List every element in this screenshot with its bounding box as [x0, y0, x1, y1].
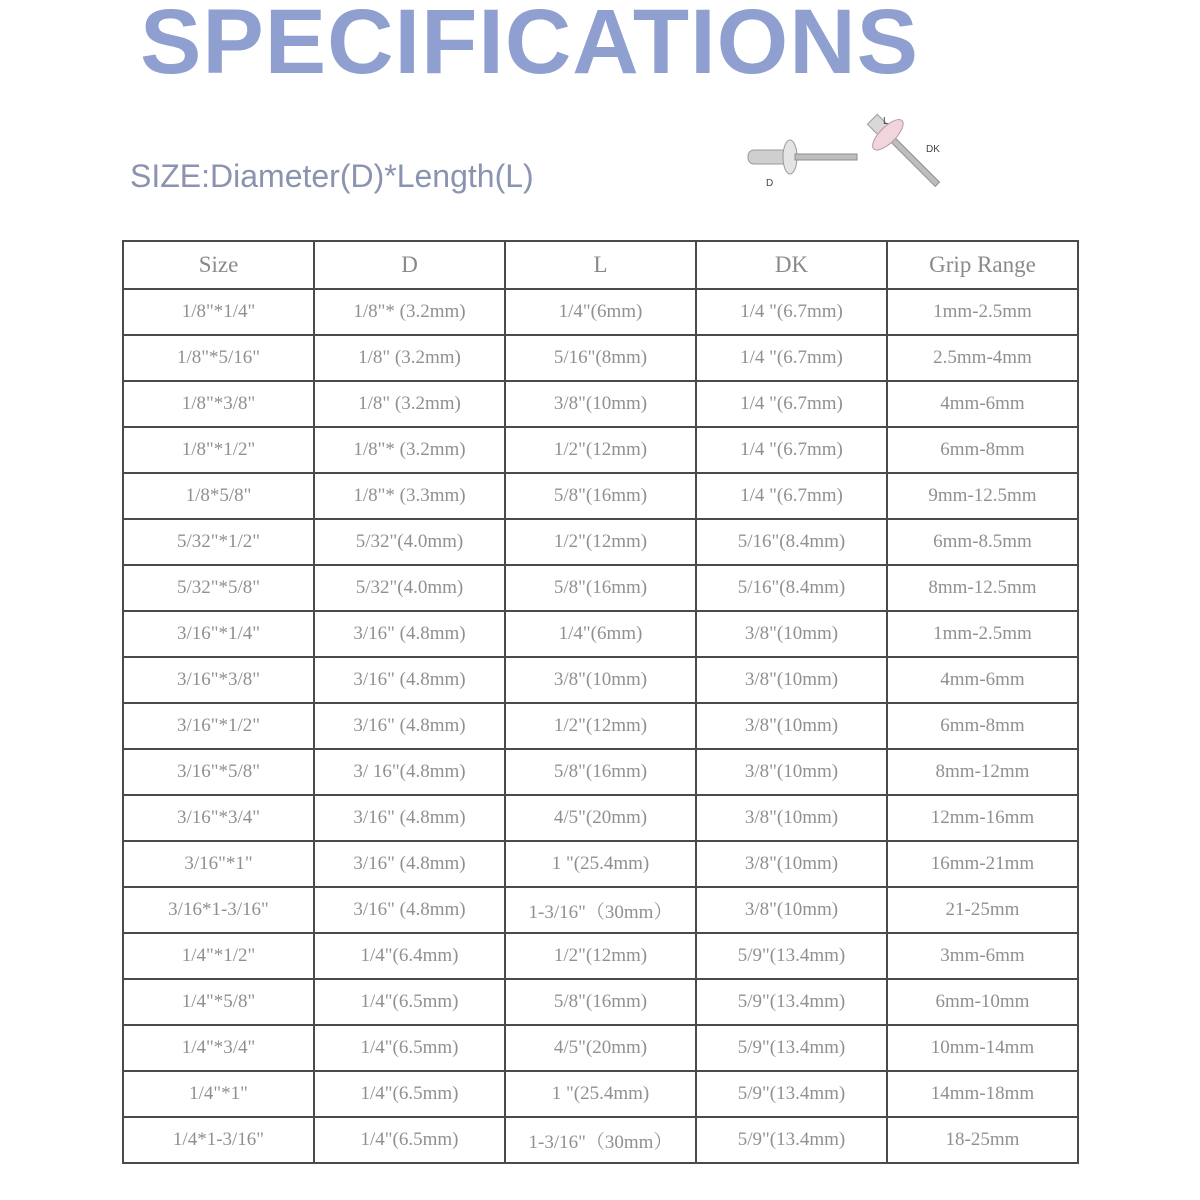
cell-grip-range: 6mm-10mm [887, 979, 1078, 1025]
cell-diameter: 3/16" (4.8mm) [314, 611, 505, 657]
rivet-side-view [748, 140, 857, 189]
cell-head-diameter: 5/9"(13.4mm) [696, 1071, 887, 1117]
cell-length: 1/2"(12mm) [505, 703, 696, 749]
cell-size: 3/16"*3/8" [123, 657, 314, 703]
cell-size: 1/4"*5/8" [123, 979, 314, 1025]
cell-head-diameter: 1/4 "(6.7mm) [696, 289, 887, 335]
cell-head-diameter: 5/9"(13.4mm) [696, 1025, 887, 1071]
cell-size: 1/8"*1/4" [123, 289, 314, 335]
table-row [123, 1025, 1078, 1071]
cell-size: 1/8*5/8" [123, 473, 314, 519]
cell-head-diameter: 5/16"(8.4mm) [696, 519, 887, 565]
cell-head-diameter: 3/8"(10mm) [696, 749, 887, 795]
cell-size: 3/16"*1" [123, 841, 314, 887]
cell-head-diameter: 1/4 "(6.7mm) [696, 381, 887, 427]
table-row [123, 565, 1078, 611]
header-length: L [505, 241, 696, 289]
rivet-icon [740, 110, 960, 210]
cell-grip-range: 4mm-6mm [887, 381, 1078, 427]
cell-diameter: 1/4"(6.5mm) [314, 1025, 505, 1071]
table-row [123, 749, 1078, 795]
cell-size: 3/16"*1/2" [123, 703, 314, 749]
cell-head-diameter: 3/8"(10mm) [696, 887, 887, 933]
cell-length: 5/8"(16mm) [505, 473, 696, 519]
cell-length: 1/2"(12mm) [505, 519, 696, 565]
table-row [123, 841, 1078, 887]
specifications-table [122, 240, 1079, 1164]
cell-size: 1/8"*3/8" [123, 381, 314, 427]
cell-head-diameter: 3/8"(10mm) [696, 657, 887, 703]
cell-head-diameter: 3/8"(10mm) [696, 841, 887, 887]
cell-length: 3/8"(10mm) [505, 657, 696, 703]
cell-length: 1/4"(6mm) [505, 289, 696, 335]
cell-grip-range: 6mm-8mm [887, 427, 1078, 473]
cell-size: 1/4"*1/2" [123, 933, 314, 979]
cell-diameter: 1/4"(6.5mm) [314, 1071, 505, 1117]
cell-length: 4/5"(20mm) [505, 1025, 696, 1071]
table-row [123, 473, 1078, 519]
cell-length: 1/4"(6mm) [505, 611, 696, 657]
cell-head-diameter: 1/4 "(6.7mm) [696, 335, 887, 381]
table-row [123, 703, 1078, 749]
cell-grip-range: 21-25mm [887, 887, 1078, 933]
cell-length: 1-3/16"（30mm） [505, 1117, 696, 1163]
cell-diameter: 3/16" (4.8mm) [314, 703, 505, 749]
table-row [123, 979, 1078, 1025]
cell-grip-range: 8mm-12.5mm [887, 565, 1078, 611]
header-size: Size [123, 241, 314, 289]
cell-head-diameter: 1/4 "(6.7mm) [696, 427, 887, 473]
cell-head-diameter: 1/4 "(6.7mm) [696, 473, 887, 519]
cell-diameter: 3/ 16"(4.8mm) [314, 749, 505, 795]
cell-grip-range: 1mm-2.5mm [887, 289, 1078, 335]
cell-diameter: 1/8"* (3.2mm) [314, 427, 505, 473]
cell-size: 1/8"*1/2" [123, 427, 314, 473]
cell-grip-range: 3mm-6mm [887, 933, 1078, 979]
cell-head-diameter: 5/9"(13.4mm) [696, 979, 887, 1025]
cell-diameter: 1/4"(6.4mm) [314, 933, 505, 979]
cell-size: 1/4"*1" [123, 1071, 314, 1117]
table-row [123, 795, 1078, 841]
table-header-row [123, 241, 1078, 289]
table-row [123, 427, 1078, 473]
cell-length: 1/2"(12mm) [505, 933, 696, 979]
table-row [123, 381, 1078, 427]
cell-length: 4/5"(20mm) [505, 795, 696, 841]
cell-head-diameter: 5/9"(13.4mm) [696, 1117, 887, 1163]
cell-size: 3/16*1-3/16" [123, 887, 314, 933]
cell-size: 1/4*1-3/16" [123, 1117, 314, 1163]
cell-head-diameter: 3/8"(10mm) [696, 611, 887, 657]
cell-length: 5/8"(16mm) [505, 565, 696, 611]
cell-length: 3/8"(10mm) [505, 381, 696, 427]
cell-size: 1/4"*3/4" [123, 1025, 314, 1071]
cell-grip-range: 12mm-16mm [887, 795, 1078, 841]
cell-length: 1/2"(12mm) [505, 427, 696, 473]
cell-length: 5/8"(16mm) [505, 749, 696, 795]
table-row [123, 1117, 1078, 1163]
cell-diameter: 1/4"(6.5mm) [314, 1117, 505, 1163]
cell-size: 3/16"*5/8" [123, 749, 314, 795]
cell-diameter: 5/32"(4.0mm) [314, 519, 505, 565]
table-body [123, 289, 1078, 1163]
size-format-note: SIZE:Diameter(D)*Length(L) [130, 158, 534, 194]
cell-diameter: 3/16" (4.8mm) [314, 795, 505, 841]
cell-diameter: 5/32"(4.0mm) [314, 565, 505, 611]
table-row [123, 335, 1078, 381]
cell-head-diameter: 5/16"(8.4mm) [696, 565, 887, 611]
table-row [123, 887, 1078, 933]
cell-grip-range: 4mm-6mm [887, 657, 1078, 703]
cell-diameter: 1/8" (3.2mm) [314, 381, 505, 427]
cell-diameter: 1/8"* (3.3mm) [314, 473, 505, 519]
diagram-label-l: L [883, 116, 889, 127]
cell-grip-range: 16mm-21mm [887, 841, 1078, 887]
cell-length: 5/16"(8mm) [505, 335, 696, 381]
table-row [123, 611, 1078, 657]
header-diameter: D [314, 241, 505, 289]
cell-length: 1-3/16"（30mm） [505, 887, 696, 933]
cell-size: 1/8"*5/16" [123, 335, 314, 381]
cell-grip-range: 10mm-14mm [887, 1025, 1078, 1071]
cell-head-diameter: 3/8"(10mm) [696, 795, 887, 841]
cell-length: 5/8"(16mm) [505, 979, 696, 1025]
cell-grip-range: 2.5mm-4mm [887, 335, 1078, 381]
cell-diameter: 3/16" (4.8mm) [314, 887, 505, 933]
cell-length: 1 "(25.4mm) [505, 841, 696, 887]
header-grip-range: Grip Range [887, 241, 1078, 289]
cell-grip-range: 18-25mm [887, 1117, 1078, 1163]
cell-head-diameter: 5/9"(13.4mm) [696, 933, 887, 979]
table-row [123, 933, 1078, 979]
cell-diameter: 1/4"(6.5mm) [314, 979, 505, 1025]
page-title: SPECIFICATIONS [140, 0, 920, 93]
cell-diameter: 3/16" (4.8mm) [314, 841, 505, 887]
cell-grip-range: 14mm-18mm [887, 1071, 1078, 1117]
cell-diameter: 3/16" (4.8mm) [314, 657, 505, 703]
cell-grip-range: 8mm-12mm [887, 749, 1078, 795]
cell-length: 1 "(25.4mm) [505, 1071, 696, 1117]
table-row [123, 1071, 1078, 1117]
table-row [123, 657, 1078, 703]
table-row [123, 289, 1078, 335]
cell-head-diameter: 3/8"(10mm) [696, 703, 887, 749]
cell-grip-range: 6mm-8.5mm [887, 519, 1078, 565]
diagram-label-d: D [766, 178, 774, 189]
cell-size: 3/16"*3/4" [123, 795, 314, 841]
cell-diameter: 1/8" (3.2mm) [314, 335, 505, 381]
cell-size: 5/32"*5/8" [123, 565, 314, 611]
table-row [123, 519, 1078, 565]
header-head-diameter: DK [696, 241, 887, 289]
cell-grip-range: 6mm-8mm [887, 703, 1078, 749]
cell-size: 3/16"*1/4" [123, 611, 314, 657]
cell-size: 5/32"*1/2" [123, 519, 314, 565]
cell-grip-range: 9mm-12.5mm [887, 473, 1078, 519]
cell-diameter: 1/8"* (3.2mm) [314, 289, 505, 335]
cell-grip-range: 1mm-2.5mm [887, 611, 1078, 657]
diagram-label-dk: DK [926, 144, 940, 155]
